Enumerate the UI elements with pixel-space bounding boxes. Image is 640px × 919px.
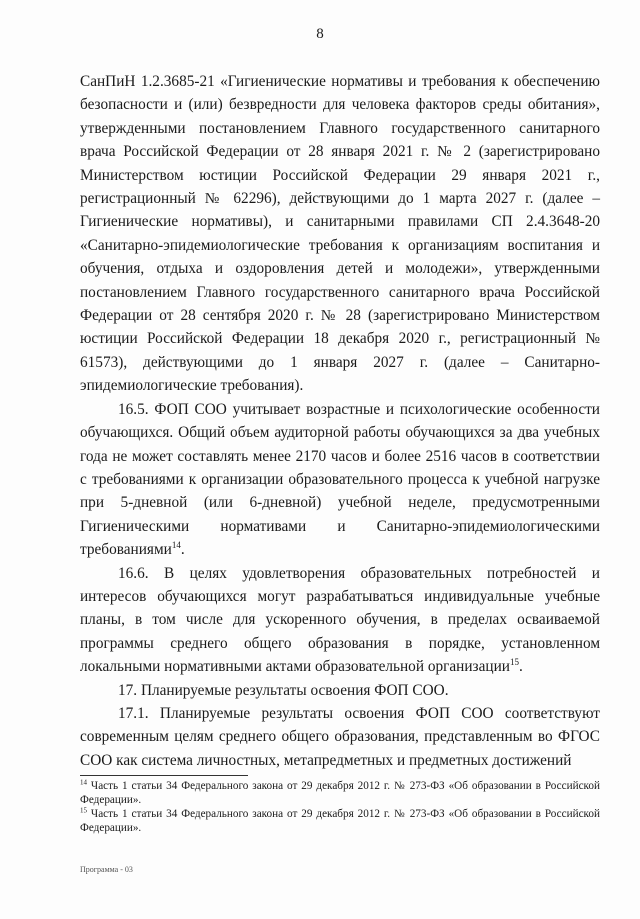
page-number: 8: [316, 26, 324, 42]
paragraph-16-6-text: 16.6. В целях удовлетворения образовательных потребностей и интересов обучающихся могут разрабатываться индивидуальные учебные планы, в том числе для ускоренного обучения, в пределах осваиваемой программы среднего общего образования в порядке, установленном локальными нормативными актами образовательной организации: [80, 564, 600, 676]
footnote-15: [80, 808, 600, 835]
footnote-divider: [80, 775, 248, 776]
document-mark: Программа - 03: [80, 865, 133, 874]
footnote-ref-14[interactable]: 14: [171, 540, 181, 551]
page-body: [80, 70, 600, 772]
paragraph-continuation: СанПиН 1.2.3685-21 «Гигиенические нормативы и требования к обеспечению безопасности и (или) безвредности для человека факторов среды обитания», утвержденными постановлением Главного государственного санитарного врача Российской Федерации от 28 января 2021 г. № 2 (зарегистрировано Министерством юстиции Российской Федерации 29 января 2021 г., регистрационный № 62296), действующими до 1 марта 2027 г. (далее – Гигиенические нормативы), и санитарными правилами СП 2.4.3648-20 «Санитарно-эпидемиологические требования к организациям воспитания и обучения, отдыха и оздоровления детей и молодежи», утвержденными постановлением Главного государственного санитарного врача Российской Федерации от 28 сентября 2020 г. № 28 (зарегистрировано Министерством юстиции Российской Федерации 18 декабря 2020 г., регистрационный № 61573), действующими до 1 января 2027 г. (далее – Санитарно-эпидемиологические требования).: [80, 73, 600, 395]
footnote-ref-15[interactable]: 15: [509, 657, 519, 668]
footnote-14-number: 14: [80, 778, 87, 787]
paragraph-16-5-end: .: [180, 541, 185, 559]
footnotes: [80, 780, 600, 836]
paragraph-16-5: [80, 398, 600, 562]
footnote-14: [80, 780, 600, 807]
footnote-15-text: Часть 1 статьи 34 Федерального закона от 29 декабря 2012 г. № 273-ФЗ «Об образовании в Российской Федерации».: [80, 808, 600, 834]
paragraph-16-6-end: .: [518, 658, 523, 676]
paragraph-17-1: 17.1. Планируемые результаты освоения ФОП СОО соответствуют современным целям среднего общего образования, представленным во ФГОС СОО как система личностных, метапредметных и предметных достижений: [80, 704, 600, 769]
paragraph-16-5-text: 16.5. ФОП СОО учитывает возрастные и психологические особенности обучающихся. Общий объем аудиторной работы обучающихся за два учебных года не может составлять менее 2170 часов и более 2516 часов в соответствии с требованиями к организации образовательного процесса к учебной нагрузке при 5-дневной (или 6-дневной) учебной неделе, предусмотренными Гигиеническими нормативами и Санитарно-эпидемиологическими требованиями: [80, 400, 600, 559]
section-17-heading: 17. Планируемые результаты освоения ФОП СОО.: [118, 681, 449, 699]
paragraph-16-6: [80, 562, 600, 679]
footnote-15-number: 15: [80, 806, 87, 815]
footnote-14-text: Часть 1 статьи 34 Федерального закона от 29 декабря 2012 г. № 273-ФЗ «Об образовании в Российской Федерации».: [80, 780, 600, 806]
